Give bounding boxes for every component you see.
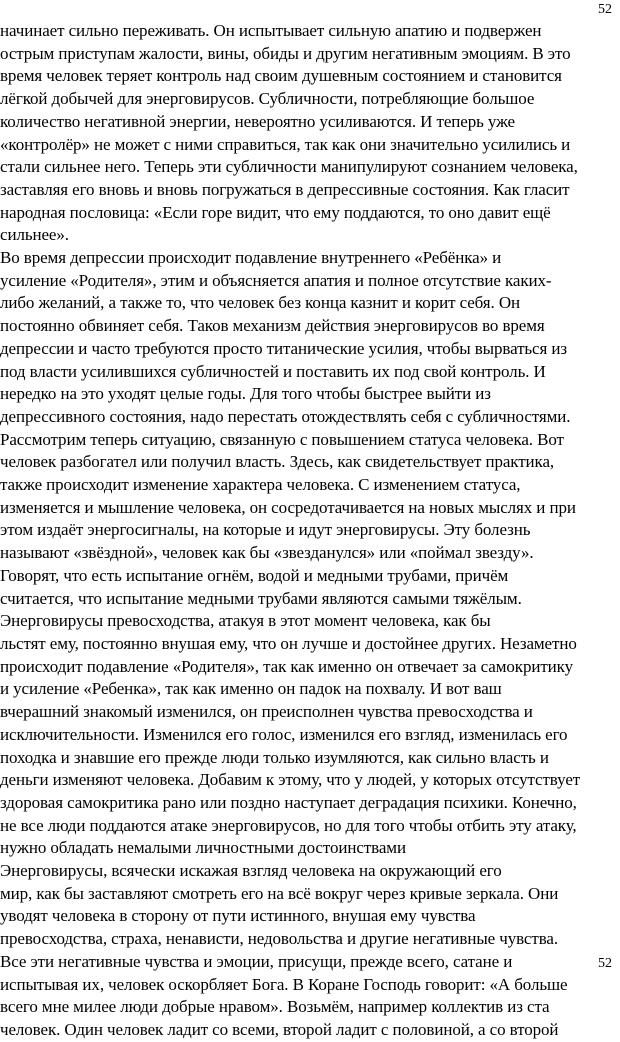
paragraph-2: Во время депрессии происходит подавление внутреннего «Ребёнка» и усиление «Родителя», этим и объясняется апатия и полное отсутствие каких- либо желаний, а также то, что человек без конца казнит и корит себя. Он постоянно обвиняет себя. Таков механизм действия энерговирусов во время депрессии и часто требуются просто титанические усилия, чтобы вырваться из под власти усилившихся субличностей и поставить их под свой контроль. И нередко на это уходят целые годы. Для того чтобы быстрее выйти из депрессивного состояния, надо перестать отождествлять себя с субличностями. Рассмотрим теперь ситуацию, связанную с повышением статуса человека. Вот человек разбогател или получил власть. Здесь, как свидетельствует практика, также происходит изменение характера человека. С изменением статуса, изменяется и мышление человека, он сосредотачивается на новых мыслях и при этом издаёт энергосигналы, на которые и идут энерговирусы. Эту болезнь называют «звёздной», человек как бы «звезданулся» или «поймал звезду». Говорят, что есть испытание огнём, водой и медными трубами, причём считается, что испытание медными трубами являются самыми тяжёлым.: [0, 248, 576, 608]
page-number-bottom: 52: [598, 956, 612, 971]
paragraph-4: Энерговирусы, всячески искажая взгляд человека на окружающий его мир, как бы заставляют смотреть его на всё вокруг через кривые зеркала. Они уводят человека в сторону от пути истинного, внушая ему чувства превосходства, страха, ненависти, недовольства и другие негативные чувства. Все эти негативные чувства и эмоции, присущи, прежде всего, сатане и испытывая их, человек оскорбляет Бога. В Коране Господь говорит: «А больше всего мне милее люди добрые нравом». Возьмём, например коллектив из ста человек. Один человек ладит со всеми, второй ладит с половиной, а со второй: [0, 861, 568, 1039]
page-number-top: 52: [598, 2, 612, 17]
paragraph-1: начинает сильно переживать. Он испытывает сильную апатию и подвержен острым приступам жалости, вины, обиды и другим негативным эмоциям. В это время человек теряет контроль над своим душевным состоянием и становится лёгкой добычей для энерговирусов. Субличности, потребляющие большое количество негативной энергии, невероятно усиливаются. И теперь уже «контролёр» не может с ними справиться, так как они значительно усилились и стали сильнее него. Теперь эти субличности манипулируют сознанием человека, заставляя его вновь и вновь погружаться в депрессивные состояния. Как гласит народная пословица: «Если горе видит, что ему поддаются, то оно давит ещё сильнее».: [0, 21, 578, 245]
page-body: [0, 20, 604, 1042]
paragraph-3: Энерговирусы превосходства, атакуя в этот момент человека, как бы льстят ему, постоянно внушая ему, что он лучше и достойнее других. Незаметно происходит подавление «Родителя», так как именно он отвечает за самокритику и усиление «Ребенка», так как именно он падок на похвалу. И вот ваш вчерашний знакомый изменился, он преисполнен чувства превосходства и исключительности. Изменился его голос, изменился его взгляд, изменилась его походка и знавшие его прежде люди только изумляются, как сильно власть и деньги изменяют человека. Добавим к этому, что у людей, у которых отсутствует здоровая самокритика рано или поздно наступает деградация психики. Конечно, не все люди поддаются атаке энерговирусов, но для того чтобы отбить эту атаку, нужно обладать немалыми личностными достоинствами: [0, 611, 581, 858]
